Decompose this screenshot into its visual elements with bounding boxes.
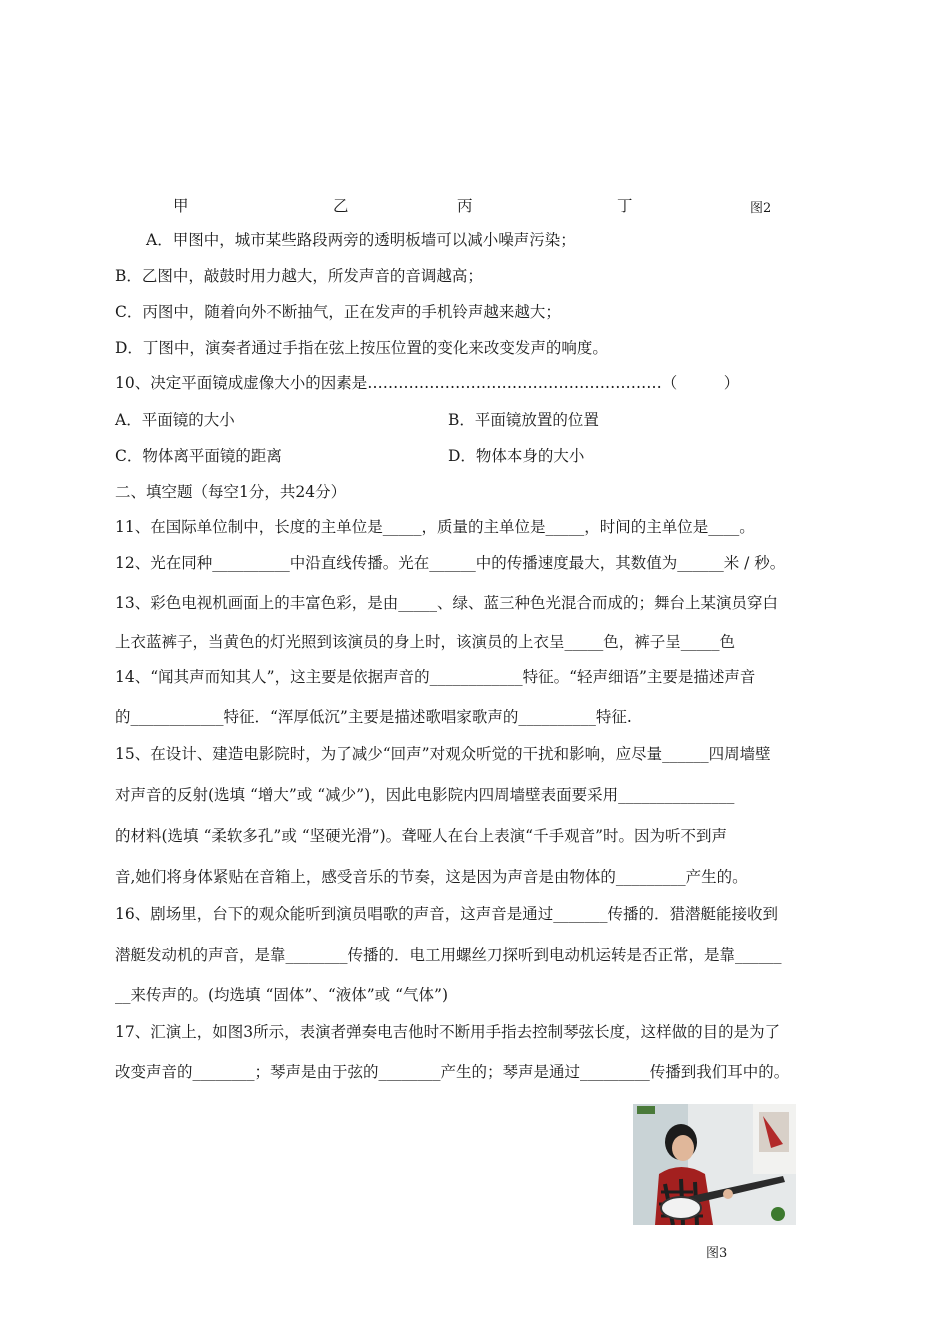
q15-line4: 音,她们将身体紧贴在音箱上，感受音乐的节奏，这是因为声音是由物体的_________产生的。 bbox=[115, 868, 748, 886]
q12: 12、光在同种__________中沿直线传播。光在______中的传播速度最大，其数值为______米 / 秒。 bbox=[115, 554, 786, 572]
q14-line2: 的____________特征．“浑厚低沉”主要是描述歌唱家歌声的__________特征. bbox=[115, 708, 632, 726]
section-title: 二、填空题（每空1分，共24分） bbox=[115, 483, 347, 501]
figure-label-ding: 丁 bbox=[617, 197, 633, 215]
q10-row2 bbox=[115, 446, 845, 466]
q13-line1: 13、彩色电视机画面上的丰富色彩，是由_____、绿、蓝三种色光混合而成的；舞台上某演员穿白 bbox=[115, 594, 778, 612]
q13-line2: 上衣蓝裤子，当黄色的灯光照到该演员的身上时，该演员的上衣呈_____色，裤子呈_____色 bbox=[115, 633, 736, 651]
q9-option-d: D．丁图中，演奏者通过手指在弦上按压位置的变化来改变发声的响度。 bbox=[115, 339, 608, 357]
q16-line3: __来传声的。(均选填 “固体”、“液体”或 “气体”) bbox=[115, 986, 448, 1004]
figure-label-bing: 丙 bbox=[457, 197, 473, 215]
q11: 11、在国际单位制中，长度的主单位是_____，质量的主单位是_____，时间的主单位是____。 bbox=[115, 518, 755, 536]
guitarist-illustration bbox=[633, 1104, 796, 1225]
q16-line2: 潜艇发动机的声音，是靠________传播的．电工用螺丝刀探听到电动机运转是否正常，是靠______ bbox=[115, 946, 782, 964]
q9-option-b: B．乙图中，敲鼓时用力越大，所发声音的音调越高； bbox=[115, 267, 483, 285]
q10-option-a: A．平面镜的大小 bbox=[115, 411, 235, 429]
figure2-caption: 图2 bbox=[750, 201, 772, 216]
q15-line2: 对声音的反射(选填 “增大”或 “减少”)，因此电影院内四周墙壁表面要采用_______________ bbox=[115, 786, 735, 804]
q10-option-d: D．物体本身的大小 bbox=[448, 447, 585, 465]
q9-option-c: C．丙图中，随着向外不断抽气，正在发声的手机铃声越来越大； bbox=[115, 303, 561, 321]
q10-row1 bbox=[115, 410, 845, 430]
q16-line1: 16、剧场里，台下的观众能听到演员唱歌的声音，这声音是通过_______传播的．猎潜艇能接收到 bbox=[115, 905, 778, 923]
q10-stem: 10、决定平面镜成虚像大小的因素是…………………………………………………（ ） bbox=[115, 374, 740, 392]
figure3-caption: 图3 bbox=[706, 1246, 728, 1261]
q14-line1: 14、“闻其声而知其人”，这主要是依据声音的____________特征。“轻声细语”主要是描述声音 bbox=[115, 668, 756, 686]
figure3-guitarist-photo bbox=[633, 1104, 796, 1225]
q15-line3: 的材料(选填 “柔软多孔”或 “坚硬光滑”)。聋哑人在台上表演“千手观音”时。因为听不到声 bbox=[115, 827, 727, 845]
q9-option-a: A．甲图中，城市某些路段两旁的透明板墙可以减小噪声污染； bbox=[146, 231, 576, 249]
q17-line1: 17、汇演上，如图3所示，表演者弹奏电吉他时不断用手指去控制琴弦长度，这样做的目的是为了 bbox=[115, 1023, 781, 1041]
q10-option-c: C．物体离平面镜的距离 bbox=[115, 447, 282, 465]
q15-line1: 15、在设计、建造电影院时，为了减少“回声”对观众听觉的干扰和影响，应尽量______四周墙壁 bbox=[115, 745, 771, 763]
q10-option-b: B．平面镜放置的位置 bbox=[448, 411, 599, 429]
q17-line2: 改变声音的________；琴声是由于弦的________产生的；琴声是通过_________传播到我们耳中的。 bbox=[115, 1063, 790, 1081]
figure-label-yi: 乙 bbox=[333, 197, 349, 215]
figure-label-jia: 甲 bbox=[173, 197, 189, 215]
figure2-labels bbox=[0, 194, 950, 216]
